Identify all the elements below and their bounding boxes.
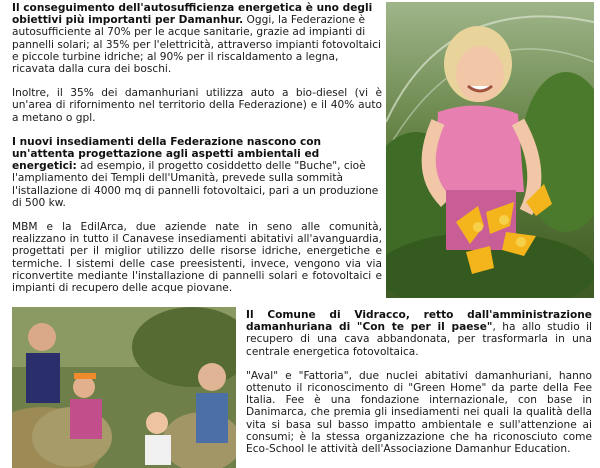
right-text-column (246, 309, 592, 467)
paragraph-body: Oggi, la Federazione è autosufficiente al 70% per le acque sanitarie, grazie ad impianti di pannelli solari; al 35% per l'elettricità, attraverso impianti fotovoltaici e piccole turbine idriche; al 90% per il riscaldamento a legna, ricavata dalla cura dei boschi. (12, 14, 381, 76)
paragraph-lead-bold: Il Comune di Vidracco, retto dall'amministrazione damanhuriana di "Con te per il paese" (246, 309, 592, 334)
paragraph-green-home: "Aval" e "Fattoria", due nuclei abitativi damanhuriani, hanno ottenuto il riconoscimento di "Green Home" da parte della Fee Italia. Fee è una fondazione internazionale, con base in Danimarca, che premia gli insediamenti nei quali la qualità della vita si basa sul basso impatto ambientale e sull'attenzione ai consumi; è la stessa organizzazione che ha riconosciuto come Eco-School le attività dell'Associazione Damanhur Education. (246, 369, 592, 456)
paragraph-energy-self-sufficiency (12, 2, 382, 75)
left-text-column (12, 2, 382, 306)
photo-family-in-field (12, 307, 236, 468)
paragraph-lead-bold: Il conseguimento dell'autosufficienza energetica è uno degli obiettivi più importanti per Damanhur. (12, 2, 373, 27)
paragraph-vidracco (246, 309, 592, 358)
photo-woman-illustration (386, 2, 594, 298)
paragraph-biodiesel: Inoltre, il 35% dei damanhuriani utilizza auto a bio-diesel (vi è un'area di rifornimento nel territorio della Federazione) e il 40% auto a metano o gpl. (12, 87, 382, 124)
paragraph-lead-bold: I nuovi insediamenti della Federazione nascono con un'attenta progettazione agli aspetti ambientali ed energetici: (12, 135, 322, 173)
paragraph-body: , ha allo studio il recupero di una cava abbandonata, per trasformarla in una centrale energetica fotovoltaica. (246, 321, 592, 358)
paragraph-body: ad esempio, il progetto cosiddetto delle "Buche", cioè l'ampliamento dei Templi dell'Umanità, prevede sulla sommità l'istallazione di 4000 mq di pannelli fotovoltaici, pari a un produzione di 500 kw. (12, 160, 379, 209)
paragraph-mbm-edilarca: MBM e la EdilArca, due aziende nate in seno alle comunità, realizzano in tutto il Canavese insediamenti abitativi all'avanguardia, progettati per il miglior utilizzo delle risorse idriche, energetiche e termiche. I sistemi delle case preesistenti, invece, vengono via via riconvertite mediante l'installazione di pannelli solari e fotovoltaici e impianti di recupero delle acque piovane. (12, 221, 382, 295)
photo-family-illustration (12, 307, 236, 468)
paragraph-new-settlements (12, 136, 382, 209)
photo-woman-with-squash-flowers (386, 2, 594, 298)
